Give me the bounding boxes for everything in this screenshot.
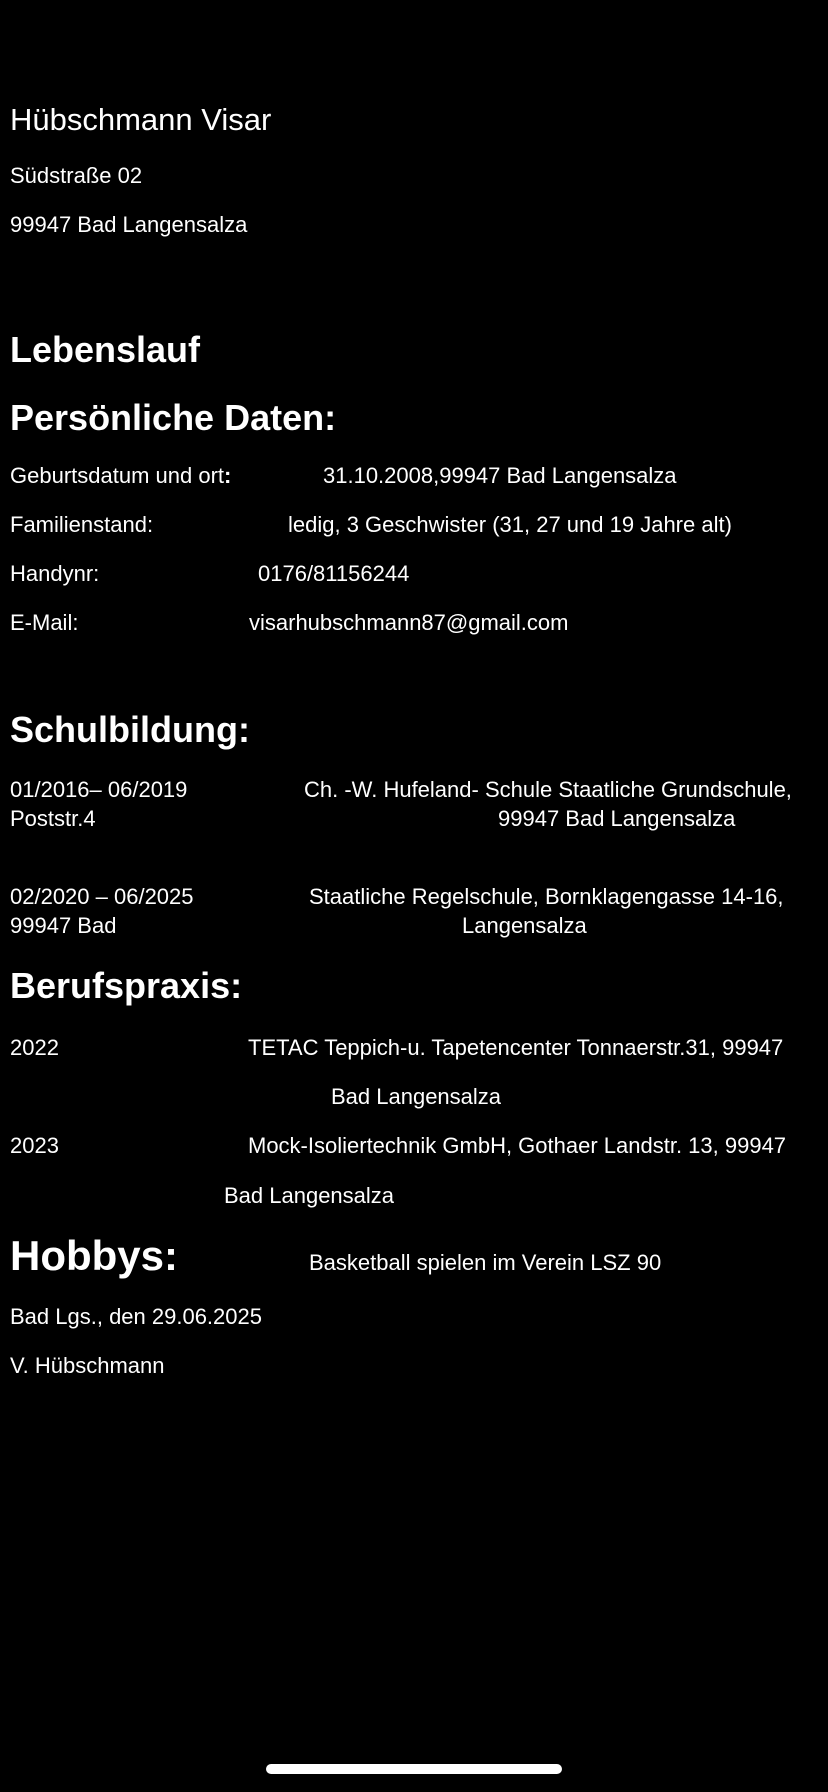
street-address: Südstraße 02 [10, 163, 143, 188]
document-title: Lebenslauf [10, 329, 201, 370]
birth-label-text: Geburtsdatum und ort [10, 463, 225, 488]
birth-label [10, 463, 231, 488]
work-year-2: 2023 [10, 1133, 59, 1158]
phone-label: Handynr: [10, 561, 100, 586]
work-heading: Berufspraxis: [10, 965, 243, 1006]
school-period-1: 01/2016– 06/2019 [10, 777, 188, 802]
family-status-label: Familienstand: [10, 512, 154, 537]
signature-line: V. Hübschmann [10, 1353, 165, 1378]
hobbies-value: Basketball spielen im Verein LSZ 90 [309, 1250, 662, 1275]
home-indicator[interactable] [266, 1764, 562, 1774]
work-city-1: Bad Langensalza [331, 1084, 502, 1109]
phone-value: 0176/81156244 [258, 561, 410, 586]
school-city-2: Langensalza [462, 913, 587, 938]
work-employer-1: TETAC Teppich-u. Tapetencenter Tonnaerstr.31, 99947 [248, 1035, 784, 1060]
school-institution-2: Staatliche Regelschule, Bornklagengasse 14-16, [309, 884, 784, 909]
birth-value: 31.10.2008,99947 Bad Langensalza [323, 463, 677, 488]
email-value: visarhubschmann87@gmail.com [249, 610, 569, 635]
applicant-name: Hübschmann Visar [10, 102, 272, 137]
school-address-2: 99947 Bad [10, 913, 117, 938]
school-city-1: 99947 Bad Langensalza [498, 806, 736, 831]
work-employer-2: Mock-Isoliertechnik GmbH, Gothaer Landstr. 13, 99947 [248, 1133, 787, 1158]
school-institution-1: Ch. -W. Hufeland- Schule Staatliche Grundschule, [304, 777, 792, 802]
family-status-value: ledig, 3 Geschwister (31, 27 und 19 Jahre alt) [288, 512, 732, 537]
hobbies-heading: Hobbys: [10, 1232, 178, 1279]
work-year-1: 2022 [10, 1035, 59, 1060]
personal-data-heading: Persönliche Daten: [10, 397, 337, 438]
place-date: Bad Lgs., den 29.06.2025 [10, 1304, 262, 1329]
school-heading: Schulbildung: [10, 709, 250, 750]
school-period-2: 02/2020 – 06/2025 [10, 884, 194, 909]
birth-label-colon: : [224, 463, 232, 488]
work-city-2: Bad Langensalza [224, 1183, 395, 1208]
school-address-1: Poststr.4 [10, 806, 96, 831]
email-label: E-Mail: [10, 610, 79, 635]
city-address: 99947 Bad Langensalza [10, 212, 248, 237]
